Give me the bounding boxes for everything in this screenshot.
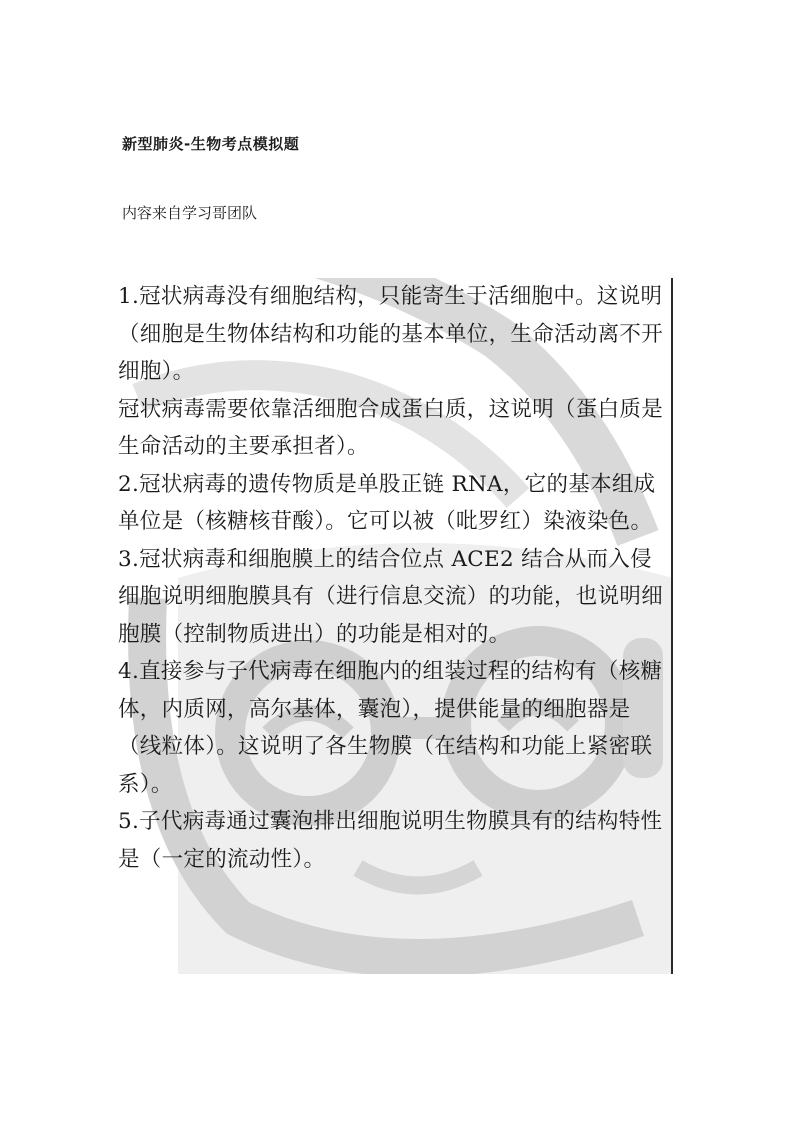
question-1-extra: 冠状病毒需要依靠活细胞合成蛋白质，这说明（蛋白质是生命活动的主要承担者）。 <box>118 396 664 459</box>
right-margin-rule <box>671 278 673 974</box>
question-1: 1.冠状病毒没有细胞结构，只能寄生于活细胞中。这说明（细胞是生物体结构和功能的基本单位，生命活动离不开细胞）。 <box>118 284 664 384</box>
question-4: 4.直接参与子代病毒在细胞内的组装过程的结构有（核糖体，内质网，高尔基体，囊泡），提供能量的细胞器是（线粒体）。这说明了各生物膜（在结构和功能上紧密联系）。 <box>118 659 663 797</box>
question-3: 3.冠状病毒和细胞膜上的结合位点 ACE2 结合从而入侵细胞说明细胞膜具有（进行信息交流）的功能，也说明细胞膜（控制物质进出）的功能是相对的。 <box>118 546 664 647</box>
question-2: 2.冠状病毒的遗传物质是单股正链 RNA，它的基本组成单位是（核糖核苷酸）。它可以被（吡罗红）染液染色。 <box>118 471 656 534</box>
question-5: 5.子代病毒通过囊泡排出细胞说明生物膜具有的结构特性是（一定的流动性）。 <box>118 809 663 872</box>
document-title: 新型肺炎-生物考点模拟题 <box>122 135 300 153</box>
content-block <box>118 278 673 974</box>
document-source: 内容来自学习哥团队 <box>122 204 258 222</box>
